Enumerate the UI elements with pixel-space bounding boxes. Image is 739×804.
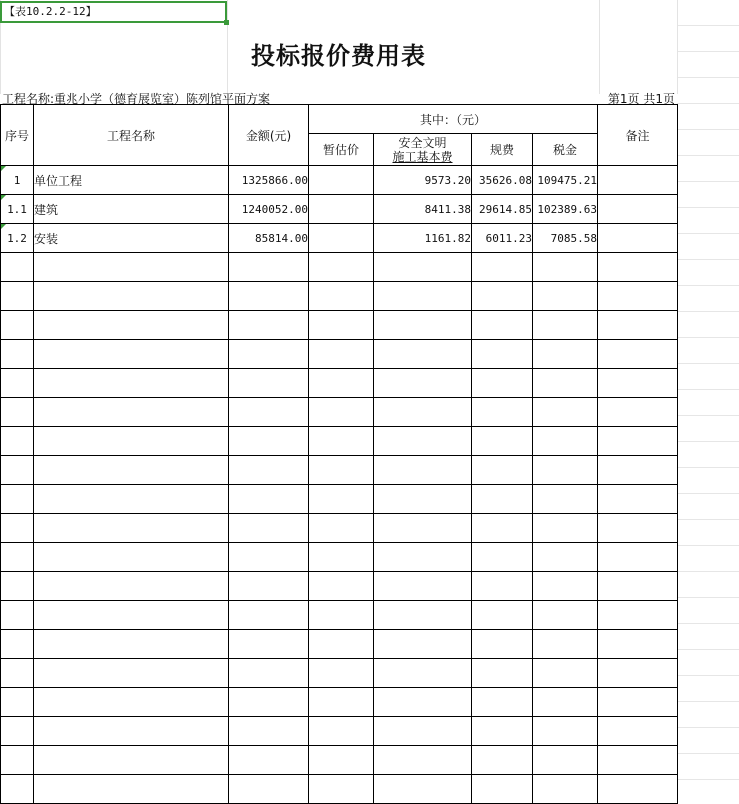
empty-cell[interactable] bbox=[598, 282, 678, 311]
empty-cell[interactable] bbox=[229, 311, 309, 340]
empty-cell[interactable] bbox=[472, 311, 533, 340]
empty-cell[interactable] bbox=[598, 572, 678, 601]
empty-cell[interactable] bbox=[533, 659, 598, 688]
empty-cell[interactable] bbox=[309, 775, 374, 804]
empty-cell[interactable] bbox=[598, 688, 678, 717]
empty-cell[interactable] bbox=[34, 456, 229, 485]
empty-cell[interactable] bbox=[34, 572, 229, 601]
empty-row bbox=[1, 369, 678, 398]
empty-cell[interactable] bbox=[533, 340, 598, 369]
column-gridline bbox=[677, 0, 678, 94]
empty-row bbox=[1, 572, 678, 601]
empty-cell[interactable] bbox=[229, 543, 309, 572]
empty-cell[interactable] bbox=[533, 369, 598, 398]
page-indicator[interactable]: 第1页 共1页 bbox=[607, 92, 675, 106]
empty-cell[interactable] bbox=[1, 369, 34, 398]
cell-fees[interactable]: 29614.85 bbox=[472, 195, 533, 224]
empty-cell[interactable] bbox=[472, 746, 533, 775]
project-name-line[interactable]: 工程名称:重兆小学（德育展览室）陈列馆平面方案 bbox=[2, 92, 271, 106]
empty-cell[interactable] bbox=[229, 398, 309, 427]
sheet-gridlines bbox=[677, 0, 739, 800]
empty-cell[interactable] bbox=[1, 340, 34, 369]
empty-cell[interactable] bbox=[1, 282, 34, 311]
empty-row bbox=[1, 514, 678, 543]
empty-cell[interactable] bbox=[309, 601, 374, 630]
empty-cell[interactable] bbox=[1, 456, 34, 485]
empty-cell[interactable] bbox=[1, 398, 34, 427]
empty-cell[interactable] bbox=[533, 601, 598, 630]
cell-tax[interactable]: 7085.58 bbox=[533, 224, 598, 253]
empty-cell[interactable] bbox=[34, 340, 229, 369]
empty-row bbox=[1, 543, 678, 572]
cell-name[interactable]: 安装 bbox=[34, 224, 229, 253]
empty-cell[interactable] bbox=[34, 543, 229, 572]
table-row bbox=[1, 224, 678, 253]
empty-cell[interactable] bbox=[1, 630, 34, 659]
empty-cell[interactable] bbox=[472, 253, 533, 282]
empty-cell[interactable] bbox=[598, 659, 678, 688]
header-among[interactable]: 其中：（元） bbox=[309, 105, 598, 134]
empty-cell[interactable] bbox=[309, 398, 374, 427]
empty-cell[interactable] bbox=[472, 659, 533, 688]
cell-provisional[interactable] bbox=[309, 166, 374, 195]
empty-cell[interactable] bbox=[229, 340, 309, 369]
empty-cell[interactable] bbox=[374, 427, 472, 456]
empty-row bbox=[1, 688, 678, 717]
empty-cell[interactable] bbox=[533, 282, 598, 311]
empty-cell[interactable] bbox=[229, 514, 309, 543]
empty-cell[interactable] bbox=[598, 456, 678, 485]
empty-row bbox=[1, 717, 678, 746]
cell-fees[interactable]: 6011.23 bbox=[472, 224, 533, 253]
cell-safety[interactable]: 8411.38 bbox=[374, 195, 472, 224]
empty-cell[interactable] bbox=[533, 253, 598, 282]
empty-cell[interactable] bbox=[34, 398, 229, 427]
empty-cell[interactable] bbox=[374, 746, 472, 775]
empty-cell[interactable] bbox=[309, 282, 374, 311]
empty-cell[interactable] bbox=[34, 775, 229, 804]
empty-cell[interactable] bbox=[1, 572, 34, 601]
header-fees[interactable]: 规费 bbox=[472, 134, 533, 166]
empty-cell[interactable] bbox=[598, 398, 678, 427]
cell-amount[interactable]: 85814.00 bbox=[229, 224, 309, 253]
empty-cell[interactable] bbox=[309, 253, 374, 282]
empty-cell[interactable] bbox=[472, 688, 533, 717]
empty-cell[interactable] bbox=[34, 369, 229, 398]
empty-cell[interactable] bbox=[309, 427, 374, 456]
empty-cell[interactable] bbox=[1, 543, 34, 572]
empty-cell[interactable] bbox=[374, 688, 472, 717]
empty-cell[interactable] bbox=[309, 572, 374, 601]
empty-row bbox=[1, 775, 678, 804]
empty-cell[interactable] bbox=[533, 456, 598, 485]
empty-cell[interactable] bbox=[374, 311, 472, 340]
empty-cell[interactable] bbox=[598, 543, 678, 572]
empty-cell[interactable] bbox=[598, 746, 678, 775]
empty-row bbox=[1, 398, 678, 427]
empty-cell[interactable] bbox=[374, 398, 472, 427]
empty-cell[interactable] bbox=[598, 630, 678, 659]
empty-cell[interactable] bbox=[229, 688, 309, 717]
empty-cell[interactable] bbox=[374, 659, 472, 688]
empty-cell[interactable] bbox=[34, 514, 229, 543]
empty-cell[interactable] bbox=[229, 456, 309, 485]
empty-cell[interactable] bbox=[472, 630, 533, 659]
cell-tax[interactable]: 102389.63 bbox=[533, 195, 598, 224]
empty-cell[interactable] bbox=[34, 630, 229, 659]
empty-cell[interactable] bbox=[229, 775, 309, 804]
empty-cell[interactable] bbox=[598, 427, 678, 456]
empty-cell[interactable] bbox=[309, 369, 374, 398]
empty-cell[interactable] bbox=[229, 601, 309, 630]
cell-fees[interactable]: 35626.08 bbox=[472, 166, 533, 195]
empty-cell[interactable] bbox=[374, 485, 472, 514]
table-row bbox=[1, 195, 678, 224]
header-safety-line1: 安全文明 bbox=[398, 135, 447, 150]
empty-cell[interactable] bbox=[374, 369, 472, 398]
empty-cell[interactable] bbox=[374, 572, 472, 601]
empty-cell[interactable] bbox=[374, 717, 472, 746]
empty-cell[interactable] bbox=[34, 485, 229, 514]
empty-cell[interactable] bbox=[309, 514, 374, 543]
empty-cell[interactable] bbox=[309, 746, 374, 775]
cell-amount[interactable]: 1325866.00 bbox=[229, 166, 309, 195]
empty-cell[interactable] bbox=[374, 456, 472, 485]
empty-cell[interactable] bbox=[374, 775, 472, 804]
empty-cell[interactable] bbox=[229, 427, 309, 456]
empty-cell[interactable] bbox=[598, 340, 678, 369]
empty-cell[interactable] bbox=[34, 688, 229, 717]
empty-cell[interactable] bbox=[1, 717, 34, 746]
empty-cell[interactable] bbox=[374, 253, 472, 282]
empty-cell[interactable] bbox=[34, 717, 229, 746]
empty-cell[interactable] bbox=[309, 311, 374, 340]
empty-cell[interactable] bbox=[533, 717, 598, 746]
empty-cell[interactable] bbox=[472, 485, 533, 514]
empty-cell[interactable] bbox=[374, 340, 472, 369]
empty-cell[interactable] bbox=[229, 717, 309, 746]
empty-cell[interactable] bbox=[1, 775, 34, 804]
empty-cell[interactable] bbox=[598, 775, 678, 804]
empty-cell[interactable] bbox=[472, 456, 533, 485]
empty-cell[interactable] bbox=[374, 514, 472, 543]
empty-cell[interactable] bbox=[533, 514, 598, 543]
empty-cell[interactable] bbox=[309, 717, 374, 746]
empty-cell[interactable] bbox=[472, 717, 533, 746]
empty-cell[interactable] bbox=[229, 572, 309, 601]
empty-cell[interactable] bbox=[472, 282, 533, 311]
empty-cell[interactable] bbox=[1, 746, 34, 775]
empty-row bbox=[1, 253, 678, 282]
empty-cell[interactable] bbox=[1, 688, 34, 717]
empty-cell[interactable] bbox=[309, 659, 374, 688]
empty-cell[interactable] bbox=[1, 514, 34, 543]
empty-row bbox=[1, 630, 678, 659]
empty-cell[interactable] bbox=[533, 630, 598, 659]
empty-row bbox=[1, 427, 678, 456]
empty-cell[interactable] bbox=[598, 253, 678, 282]
empty-cell[interactable] bbox=[533, 543, 598, 572]
cell-remark[interactable] bbox=[598, 195, 678, 224]
empty-cell[interactable] bbox=[374, 282, 472, 311]
empty-cell[interactable] bbox=[472, 398, 533, 427]
empty-cell[interactable] bbox=[533, 746, 598, 775]
cell-remark[interactable] bbox=[598, 166, 678, 195]
empty-cell[interactable] bbox=[533, 688, 598, 717]
empty-row bbox=[1, 485, 678, 514]
empty-cell[interactable] bbox=[472, 369, 533, 398]
header-safety-fee[interactable] bbox=[374, 134, 472, 166]
empty-cell[interactable] bbox=[309, 485, 374, 514]
empty-cell[interactable] bbox=[374, 601, 472, 630]
empty-cell[interactable] bbox=[1, 485, 34, 514]
empty-cell[interactable] bbox=[472, 601, 533, 630]
empty-cell[interactable] bbox=[309, 543, 374, 572]
empty-cell[interactable] bbox=[309, 630, 374, 659]
empty-cell[interactable] bbox=[229, 746, 309, 775]
empty-cell[interactable] bbox=[34, 253, 229, 282]
empty-cell[interactable] bbox=[374, 630, 472, 659]
empty-cell[interactable] bbox=[472, 775, 533, 804]
empty-row bbox=[1, 311, 678, 340]
cell-safety[interactable]: 1161.82 bbox=[374, 224, 472, 253]
header-remark[interactable]: 备注 bbox=[598, 105, 678, 166]
empty-cell[interactable] bbox=[598, 311, 678, 340]
cell-name[interactable]: 建筑 bbox=[34, 195, 229, 224]
cell-seq[interactable]: 1 bbox=[1, 166, 34, 195]
empty-cell[interactable] bbox=[309, 688, 374, 717]
table-row bbox=[1, 166, 678, 195]
cell-seq[interactable]: 1.2 bbox=[1, 224, 34, 253]
header-tax[interactable]: 税金 bbox=[533, 134, 598, 166]
empty-row bbox=[1, 340, 678, 369]
header-amount[interactable]: 金额(元) bbox=[229, 105, 309, 166]
empty-cell[interactable] bbox=[229, 630, 309, 659]
selected-cell-table-ref[interactable]: 【表10.2.2-12】 bbox=[0, 1, 227, 23]
empty-cell[interactable] bbox=[598, 717, 678, 746]
cell-seq[interactable]: 1.1 bbox=[1, 195, 34, 224]
empty-cell[interactable] bbox=[34, 601, 229, 630]
empty-cell[interactable] bbox=[533, 427, 598, 456]
empty-cell[interactable] bbox=[598, 369, 678, 398]
empty-cell[interactable] bbox=[472, 427, 533, 456]
sheet-title: 投标报价费用表 bbox=[251, 41, 426, 70]
empty-cell[interactable] bbox=[533, 311, 598, 340]
fill-handle[interactable] bbox=[224, 20, 229, 25]
empty-cell[interactable] bbox=[472, 543, 533, 572]
empty-cell[interactable] bbox=[1, 253, 34, 282]
empty-cell[interactable] bbox=[309, 340, 374, 369]
header-provisional[interactable]: 暂估价 bbox=[309, 134, 374, 166]
empty-cell[interactable] bbox=[1, 427, 34, 456]
cell-name[interactable]: 单位工程 bbox=[34, 166, 229, 195]
empty-cell[interactable] bbox=[598, 514, 678, 543]
cell-remark[interactable] bbox=[598, 224, 678, 253]
fee-table bbox=[0, 104, 678, 804]
header-safety-line2: 施工基本费 bbox=[392, 149, 453, 164]
empty-cell[interactable] bbox=[533, 572, 598, 601]
empty-cell[interactable] bbox=[34, 311, 229, 340]
empty-cell[interactable] bbox=[229, 659, 309, 688]
empty-cell[interactable] bbox=[34, 746, 229, 775]
cell-amount[interactable]: 1240052.00 bbox=[229, 195, 309, 224]
empty-cell[interactable] bbox=[34, 427, 229, 456]
empty-cell[interactable] bbox=[1, 659, 34, 688]
empty-row bbox=[1, 659, 678, 688]
cell-tax[interactable]: 109475.21 bbox=[533, 166, 598, 195]
empty-cell[interactable] bbox=[309, 456, 374, 485]
empty-cell[interactable] bbox=[374, 543, 472, 572]
empty-cell[interactable] bbox=[472, 572, 533, 601]
empty-cell[interactable] bbox=[472, 340, 533, 369]
empty-row bbox=[1, 282, 678, 311]
empty-row bbox=[1, 601, 678, 630]
cell-provisional[interactable] bbox=[309, 195, 374, 224]
empty-cell[interactable] bbox=[472, 514, 533, 543]
empty-cell[interactable] bbox=[533, 485, 598, 514]
empty-row bbox=[1, 746, 678, 775]
empty-cell[interactable] bbox=[1, 601, 34, 630]
empty-cell[interactable] bbox=[1, 311, 34, 340]
empty-row bbox=[1, 456, 678, 485]
empty-cell[interactable] bbox=[533, 398, 598, 427]
empty-cell[interactable] bbox=[598, 485, 678, 514]
header-project-name[interactable]: 工程名称 bbox=[34, 105, 229, 166]
empty-cell[interactable] bbox=[598, 601, 678, 630]
empty-cell[interactable] bbox=[229, 485, 309, 514]
header-seq[interactable]: 序号 bbox=[1, 105, 34, 166]
cell-safety[interactable]: 9573.20 bbox=[374, 166, 472, 195]
empty-cell[interactable] bbox=[229, 282, 309, 311]
empty-cell[interactable] bbox=[533, 775, 598, 804]
empty-cell[interactable] bbox=[229, 253, 309, 282]
empty-cell[interactable] bbox=[34, 659, 229, 688]
cell-provisional[interactable] bbox=[309, 224, 374, 253]
empty-cell[interactable] bbox=[229, 369, 309, 398]
empty-cell[interactable] bbox=[34, 282, 229, 311]
